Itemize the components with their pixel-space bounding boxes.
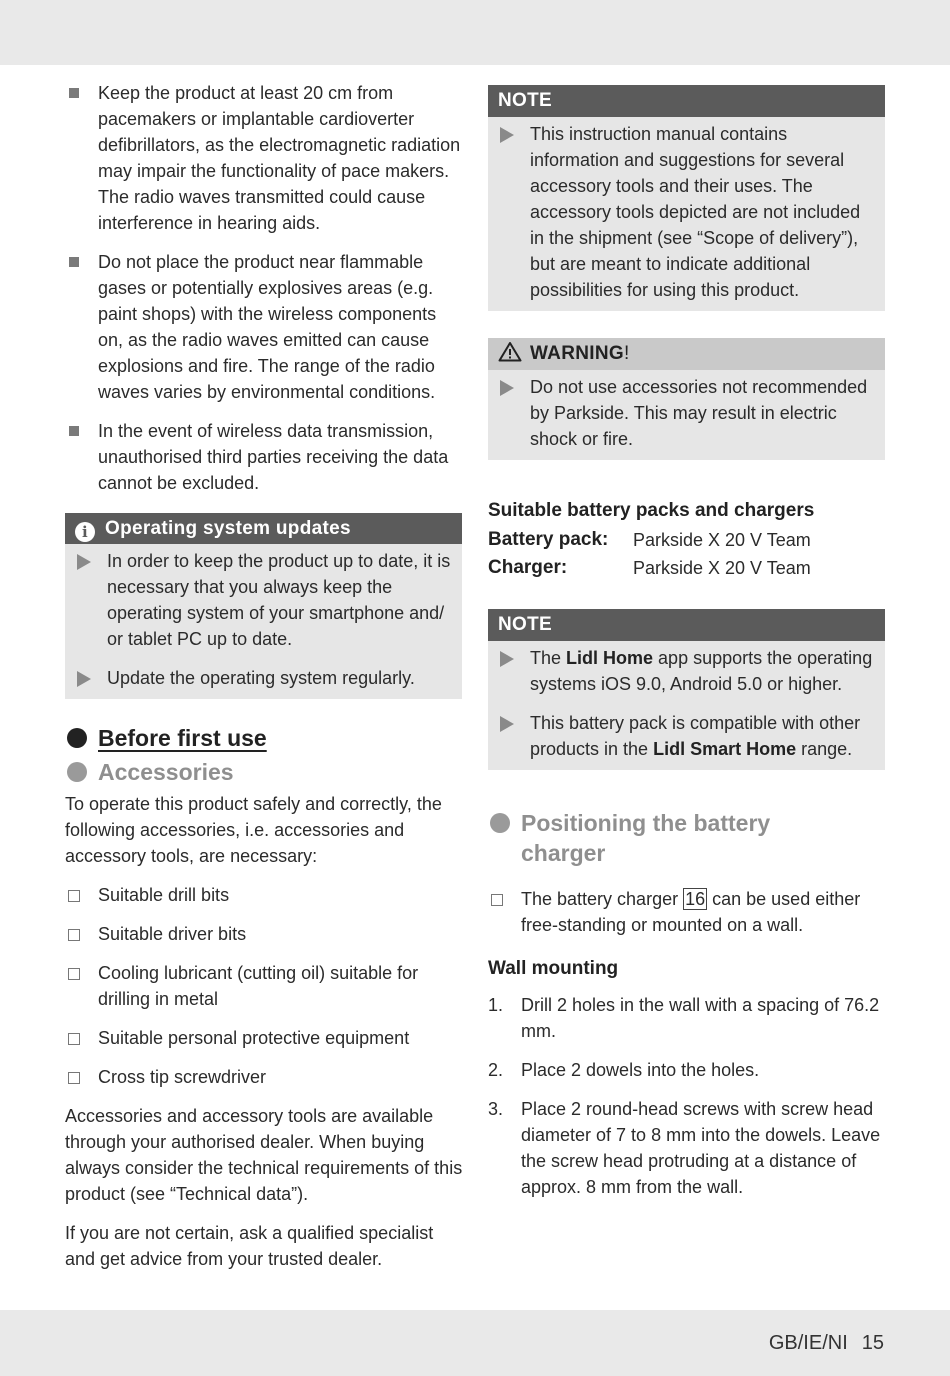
step-item — [488, 1096, 885, 1200]
right-column — [488, 85, 885, 1213]
square-bullet-icon — [69, 88, 79, 98]
positioning-item: The battery charger 16 can be used either free-standing or mounted on a wall. — [488, 886, 885, 938]
os-updates-item-text: In order to keep the product up to date, it is necessary that you always keep the operating system of your smartphone and/ or tablet PC up to date. — [107, 551, 451, 649]
accessory-item: Suitable personal protective equipment — [65, 1025, 465, 1051]
step-number: 2. — [488, 1060, 504, 1080]
triangle-bullet-icon — [77, 671, 91, 687]
battery-pack-value: Parkside X 20 V Team — [633, 530, 811, 550]
left-column — [65, 80, 465, 1285]
accessory-item: Suitable driver bits — [65, 921, 465, 947]
triangle-bullet-icon — [500, 380, 514, 396]
safety-bullet-text: Do not place the product near flammable gases or potentially explosives areas (e.g. paint shops) with the wireless components on, as the radio waves emitted can cause explosions and fire. The range of the radio waves varies by environmental conditions. — [98, 252, 437, 402]
triangle-bullet-icon — [500, 716, 514, 732]
step-number: 1. — [488, 995, 504, 1015]
warning-title-bar: WARNING! — [488, 338, 885, 370]
note-title: NOTE — [488, 85, 885, 117]
os-updates-item-text: Update the operating system regularly. — [107, 668, 415, 688]
os-updates-box — [65, 513, 462, 699]
checkbox-icon — [491, 894, 503, 906]
warning-title: WARNING — [530, 343, 624, 364]
warning-item — [498, 374, 877, 452]
step-number: 3. — [488, 1099, 504, 1119]
note-title: NOTE — [488, 609, 885, 641]
checkbox-icon — [68, 1033, 80, 1045]
note-item: The Lidl Home app supports the operating systems iOS 9.0, Android 5.0 or higher. — [498, 645, 877, 697]
square-bullet-icon — [69, 257, 79, 267]
note-item-text: This instruction manual contains information and suggestions for several accessory tools and their uses. The accessory tools depicted are not included in the shipment (see “Scope of delivery”), but are meant to indicate additional possibilities for using this product. — [530, 124, 861, 300]
checkbox-icon — [68, 929, 80, 941]
warning-box — [488, 338, 885, 460]
footer-region: GB/IE/NI — [768, 1332, 848, 1354]
page-footer — [755, 1330, 884, 1356]
safety-bullet — [65, 249, 465, 405]
charger-row — [488, 555, 885, 581]
os-updates-title-bar — [65, 513, 462, 544]
specialist-paragraph: If you are not certain, ask a qualified specialist and get advice from your trusted dealer. — [65, 1223, 434, 1269]
square-bullet-icon — [69, 426, 79, 436]
section-heading-before-first-use: Before first use — [65, 721, 465, 755]
accessory-item: Cross tip screwdriver — [65, 1064, 465, 1090]
battery-heading: Suitable battery packs and chargers — [488, 500, 815, 521]
charger-value: Parkside X 20 V Team — [633, 558, 811, 578]
battery-pack-row — [488, 527, 885, 553]
safety-bullet-text: In the event of wireless data transmission, unauthorised third parties receiving the data cannot be excluded. — [98, 421, 449, 493]
step-text: Drill 2 holes in the wall with a spacing of 76.2 mm. — [521, 995, 880, 1041]
note-box-manual — [488, 85, 885, 311]
triangle-bullet-icon — [77, 554, 91, 570]
dealer-paragraph: Accessories and accessory tools are available through your authorised dealer. When buying always consider the technical requirements of this product (see “Technical data”). — [65, 1106, 463, 1204]
subsection-heading-accessories: Accessories — [65, 757, 465, 787]
header-band — [0, 0, 950, 65]
bullet-dot-icon — [67, 728, 87, 748]
note-item: This battery pack is compatible with other products in the Lidl Smart Home range. — [498, 710, 877, 762]
section-heading-positioning: Positioning the battery charger — [488, 808, 818, 868]
checkbox-icon — [68, 890, 80, 902]
note-box-lidl — [488, 609, 885, 770]
accessory-item: Cooling lubricant (cutting oil) suitable for drilling in metal — [65, 960, 465, 1012]
warning-item-text: Do not use accessories not recommended by Parkside. This may result in electric shock or fire. — [530, 377, 868, 449]
os-updates-item — [75, 548, 454, 652]
os-updates-title: Operating system updates — [105, 518, 351, 539]
step-text: Place 2 dowels into the holes. — [521, 1060, 760, 1080]
note-item — [498, 121, 877, 303]
triangle-bullet-icon — [500, 127, 514, 143]
safety-bullet — [65, 418, 465, 496]
checkbox-icon — [68, 1072, 80, 1084]
wall-mounting-heading: Wall mounting — [488, 958, 619, 979]
charger-label: Charger: — [488, 557, 568, 578]
accessory-item: Suitable drill bits — [65, 882, 465, 908]
step-text: Place 2 round-head screws with screw head diameter of 7 to 8 mm into the dowels. Leave the screw head protruding at a distance of approx. 8 mm from the wall. — [521, 1099, 881, 1197]
safety-bullet — [65, 80, 465, 236]
os-updates-item — [75, 665, 454, 691]
battery-pack-label: Battery pack: — [488, 529, 609, 550]
bullet-dot-icon — [67, 762, 87, 782]
step-item — [488, 1057, 885, 1083]
page-number: 15 — [861, 1332, 884, 1354]
reference-number: 16 — [685, 889, 706, 909]
info-icon: i — [75, 522, 95, 542]
triangle-bullet-icon — [500, 651, 514, 667]
checkbox-icon — [68, 968, 80, 980]
safety-bullet-text: Keep the product at least 20 cm from pacemakers or implantable cardioverter defibrillators, as the electromagnetic radiation may impair the functionality of pace makers. The radio waves transmitted could cause interference in hearing aids. — [98, 83, 461, 233]
warning-triangle-icon — [498, 341, 522, 362]
step-item — [488, 992, 885, 1044]
bullet-dot-icon — [490, 813, 510, 833]
accessories-intro: To operate this product safely and correctly, the following accessories, i.e. accessories and accessory tools, are necessary: — [65, 794, 442, 866]
